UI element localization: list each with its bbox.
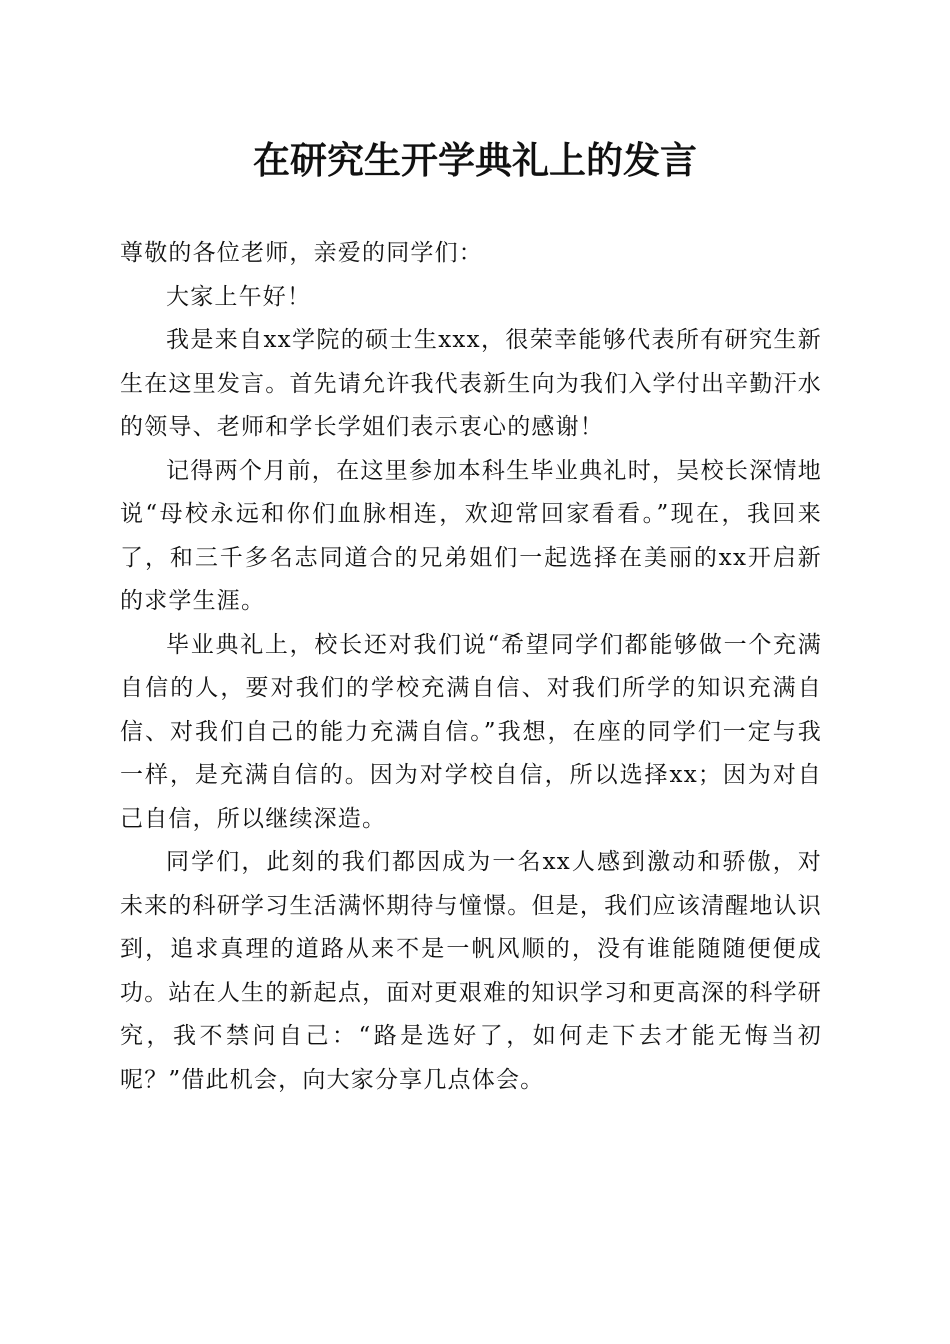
paragraph-reflection: 同学们，此刻的我们都因成为一名xx人感到激动和骄傲，对未来的科研学习生活满怀期待与憧憬。但是，我们应该清醒地认识到，追求真理的道路从来不是一帆风顺的，没有谁能随随便便成功。站在人生的新起点，面对更艰难的知识学习和更高深的科学研究，我不禁问自己：“路是选好了，如何走下去才能无悔当初呢？”借此机会，向大家分享几点体会。 <box>120 849 822 1093</box>
page-title: 在研究生开学典礼上的发言 <box>253 138 697 182</box>
paragraph-introduction: 我是来自xx学院的硕士生xxx，很荣幸能够代表所有研究生新生在这里发言。首先请允许我代表新生向为我们入学付出辛勤汗水的领导、老师和学长学姐们表示衷心的感谢！ <box>120 327 822 440</box>
paragraph-memory: 记得两个月前，在这里参加本科生毕业典礼时，吴校长深情地说“母校永远和你们血脉相连，欢迎常回家看看。”现在，我回来了，和三千多名志同道合的兄弟姐们一起选择在美丽的xx开启新的求学生涯。 <box>120 457 822 614</box>
paragraph-confidence: 毕业典礼上，校长还对我们说“希望同学们都能够做一个充满自信的人，要对我们的学校充满自信、对我们所学的知识充满自信、对我们自己的能力充满自信。”我想，在座的同学们一定与我一样，是充满自信的。因为对学校自信，所以选择xx；因为对自己自信，所以继续深造。 <box>120 631 822 832</box>
salutation: 尊敬的各位老师，亲爱的同学们： <box>120 240 483 266</box>
paragraph-greeting: 大家上午好！ <box>166 283 312 310</box>
document-body <box>120 232 822 1102</box>
